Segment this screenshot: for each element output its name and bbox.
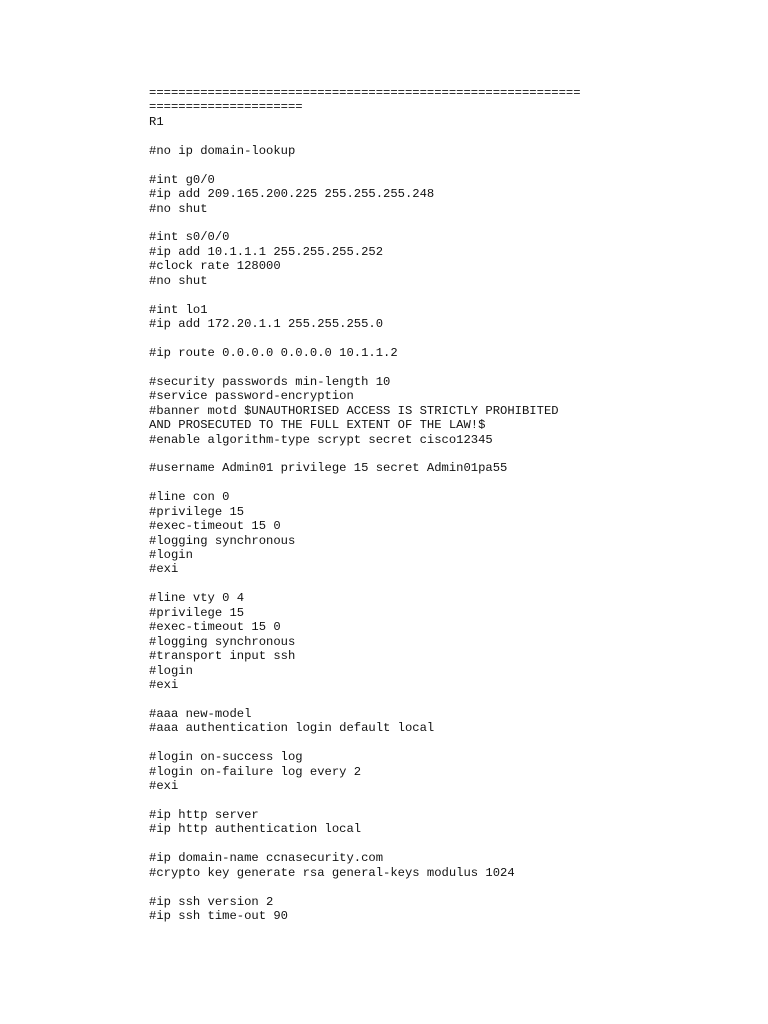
config-line: #ip add 172.20.1.1 255.255.255.0 <box>149 317 384 331</box>
config-line: #login <box>149 548 193 562</box>
config-line <box>149 793 749 807</box>
config-line: #exec-timeout 15 0 <box>149 620 281 635</box>
config-line: #privilege 15 <box>149 605 245 620</box>
config-line <box>149 360 749 374</box>
config-line: #service password-encryption <box>149 389 354 404</box>
config-line <box>149 447 749 461</box>
config-line: R1 <box>149 114 164 129</box>
config-line: #ip domain-name ccnasecurity.com <box>149 851 384 866</box>
config-line: #no shut <box>149 273 208 288</box>
config-line: #aaa authentication login default local <box>149 721 435 736</box>
config-line <box>149 158 749 172</box>
config-line: =========================================================== <box>149 86 581 100</box>
config-line: #ip http authentication local <box>149 822 362 837</box>
config-line: #no shut <box>149 201 208 216</box>
config-line: #login on-failure log every 2 <box>149 764 362 779</box>
config-line: #int lo1 <box>149 302 208 317</box>
config-line: #ip route 0.0.0.0 0.0.0.0 10.1.1.2 <box>149 345 398 360</box>
config-line: #enable algorithm-type scrypt secret cisco12345 <box>149 432 493 447</box>
config-line: #clock rate 128000 <box>149 259 281 274</box>
config-line: #crypto key generate rsa general-keys modulus 1024 <box>149 865 515 880</box>
config-line <box>149 476 749 490</box>
config-line: #privilege 15 <box>149 504 245 519</box>
config-line: #ip add 209.165.200.225 255.255.255.248 <box>149 187 435 202</box>
config-line: #security passwords min-length 10 <box>149 374 391 389</box>
config-line: AND PROSECUTED TO THE FULL EXTENT OF THE LAW!$ <box>149 418 486 433</box>
config-line <box>149 880 749 894</box>
config-line: #exi <box>149 562 179 577</box>
config-line: #ip add 10.1.1.1 255.255.255.252 <box>149 244 384 259</box>
config-line: #int s0/0/0 <box>149 230 230 245</box>
config-line: #exec-timeout 15 0 <box>149 519 281 534</box>
config-line: #ip ssh time-out 90 <box>149 908 288 923</box>
config-line: #logging synchronous <box>149 634 296 649</box>
config-line <box>149 692 749 706</box>
config-line: #login on-success log <box>149 750 303 765</box>
config-line <box>149 216 749 230</box>
config-line: #exi <box>149 779 179 793</box>
config-line: #int g0/0 <box>149 172 215 187</box>
config-line: #exi <box>149 677 179 692</box>
config-text-block <box>149 86 749 923</box>
config-line: #no ip domain-lookup <box>149 143 296 158</box>
config-line: ===================== <box>149 100 303 115</box>
config-line: #login <box>149 663 193 678</box>
config-line <box>149 577 749 591</box>
config-line: #logging synchronous <box>149 533 296 548</box>
config-line <box>149 331 749 345</box>
config-line <box>149 129 749 143</box>
config-line <box>149 736 749 750</box>
config-line: #line vty 0 4 <box>149 591 245 606</box>
config-line: #transport input ssh <box>149 649 296 664</box>
config-line: #aaa new-model <box>149 706 252 721</box>
config-line: #banner motd $UNAUTHORISED ACCESS IS STRICTLY PROHIBITED <box>149 403 559 418</box>
config-line: #ip http server <box>149 807 259 822</box>
config-line: #username Admin01 privilege 15 secret Admin01pa55 <box>149 461 508 476</box>
config-line: #line con 0 <box>149 490 230 505</box>
config-line <box>149 288 749 302</box>
config-line <box>149 837 749 851</box>
config-line: #ip ssh version 2 <box>149 894 274 909</box>
